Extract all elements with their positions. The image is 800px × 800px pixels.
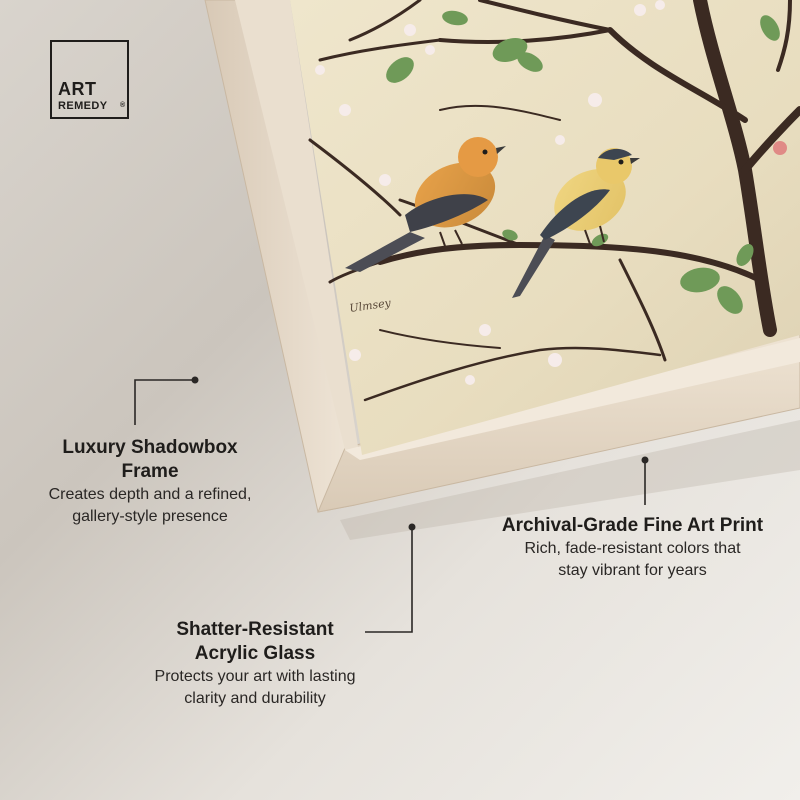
feature-title <box>110 618 400 666</box>
feature-desc-line: Rich, fade-resistant colors that <box>524 540 741 557</box>
brand-logo-line2: REMEDY <box>58 100 108 112</box>
feature-desc-line: Protects your art with lasting <box>154 668 356 685</box>
feature-callout-acrylic <box>110 618 400 710</box>
feature-title-line: Acrylic Glass <box>194 643 316 664</box>
feature-title <box>10 436 290 484</box>
feature-title-line: Luxury Shadowbox <box>62 437 238 458</box>
feature-description <box>470 538 795 582</box>
feature-title-line: Shatter-Resistant <box>176 619 334 640</box>
feature-callout-print <box>470 514 795 582</box>
feature-title <box>470 514 795 538</box>
registered-mark: ® <box>120 102 126 109</box>
feature-desc-line: Creates depth and a refined, <box>48 486 252 503</box>
feature-description <box>10 484 290 528</box>
feature-desc-line: clarity and durability <box>184 690 326 707</box>
artist-signature: Ulmsey <box>348 296 392 315</box>
brand-logo-line1: ART <box>58 79 97 99</box>
feature-desc-line: stay vibrant for years <box>558 562 707 579</box>
feature-callout-shadowbox <box>10 436 290 528</box>
feature-description <box>110 666 400 710</box>
feature-title-line: Frame <box>121 461 179 482</box>
feature-desc-line: gallery-style presence <box>72 508 228 525</box>
feature-title-line: Archival-Grade Fine Art Print <box>501 515 764 536</box>
